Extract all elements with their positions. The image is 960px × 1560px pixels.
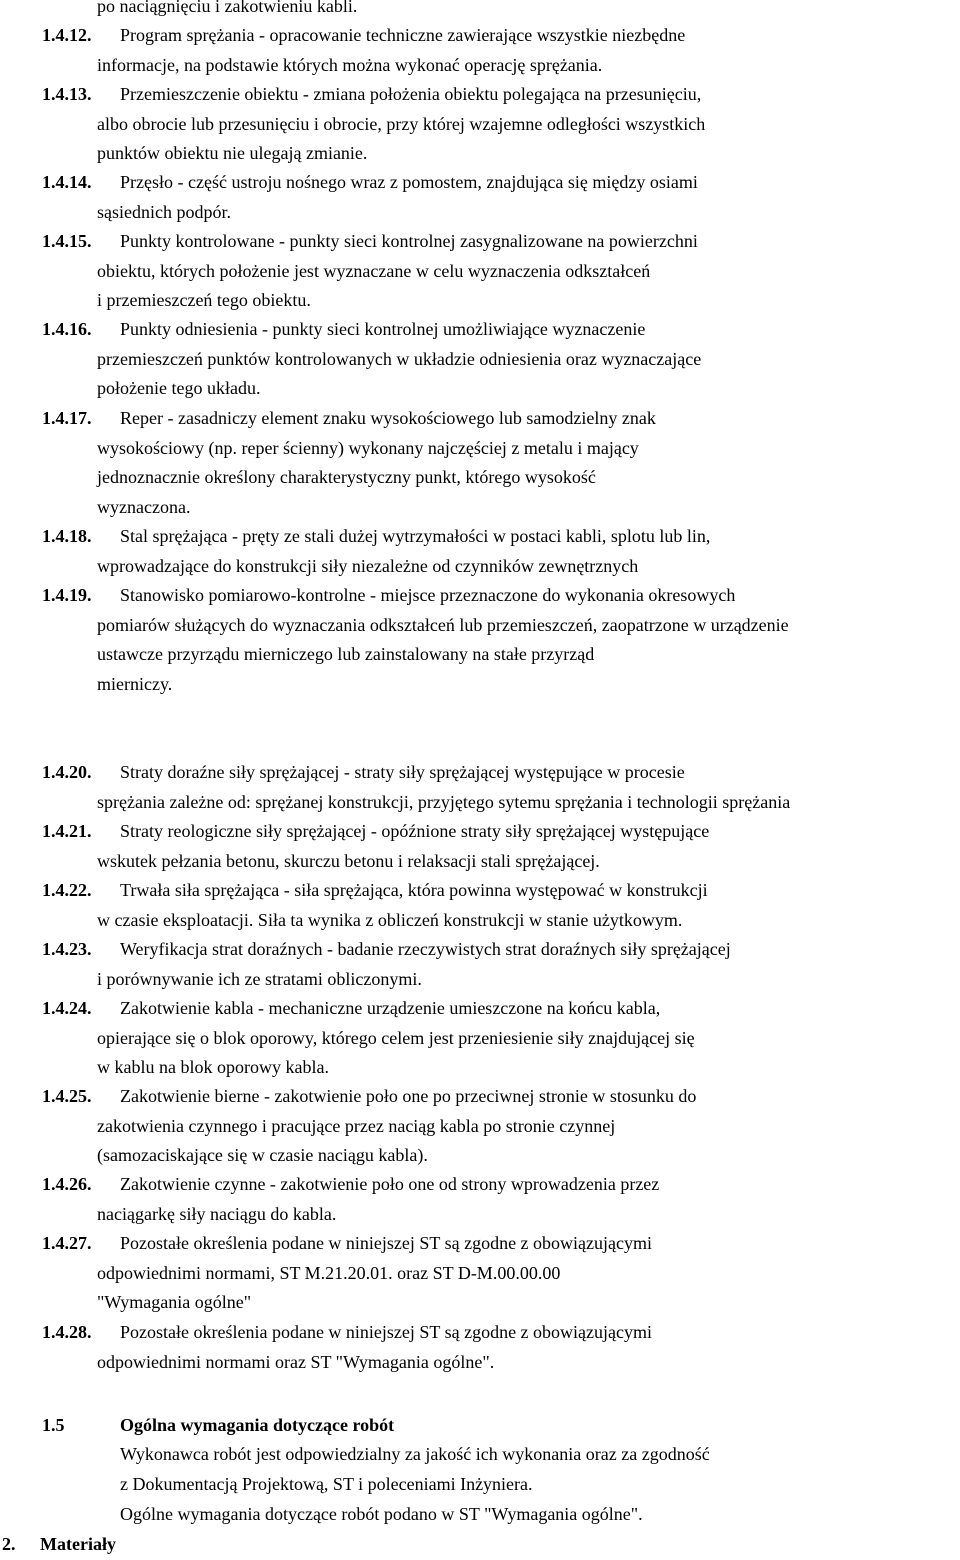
definition-text-line: Straty doraźne siły sprężającej - straty siły sprężającej występujące w procesie [120, 762, 685, 782]
definition-number: 1.4.22. [42, 880, 92, 900]
definition-text-line: mierniczy. [97, 674, 173, 694]
definition-text-line: pomiarów służących do wyznaczania odkształceń lub przemieszczeń, zaopatrzone w urządzenie [97, 615, 789, 635]
intro-line: po naciągnięciu i zakotwieniu kabli. [97, 0, 358, 16]
definition-text-line: Zakotwienie bierne - zakotwienie poło one po przeciwnej stronie w stosunku do [120, 1086, 697, 1106]
definition-text-line: ustawcze przyrządu mierniczego lub zainstalowany na stałe przyrząd [97, 644, 595, 664]
definition-text-line: Straty reologiczne siły sprężającej - opóźnione straty siły sprężającej występujące [120, 821, 710, 841]
section-1-5-line: Wykonawca robót jest odpowiedzialny za jakość ich wykonania oraz za zgodność [120, 1444, 710, 1464]
definition-text-line: i porównywanie ich ze stratami obliczonymi. [97, 969, 422, 989]
definition-number: 1.4.12. [42, 25, 92, 45]
definition-text-line: zakotwienia czynnego i pracujące przez naciąg kabla po stronie czynnej [97, 1116, 616, 1136]
definition-text-line: sprężania zależne od: sprężanej konstrukcji, przyjętego sytemu sprężania i technologii sprężania [97, 792, 791, 812]
definition-text-line: jednoznacznie określony charakterystyczny punkt, którego wysokość [97, 467, 596, 487]
definition-text-line: naciągarkę siły naciągu do kabla. [97, 1204, 337, 1224]
definition-number: 1.4.24. [42, 998, 92, 1018]
definition-text-line: wyznaczona. [97, 497, 191, 517]
definition-text-line: i przemieszczeń tego obiektu. [97, 290, 311, 310]
definition-number: 1.4.13. [42, 84, 92, 104]
definition-text-line: Przemieszczenie obiektu - zmiana położenia obiektu polegająca na przesunięciu, [120, 84, 702, 104]
definition-text-line: Pozostałe określenia podane w niniejszej ST są zgodne z obowiązującymi [120, 1233, 653, 1253]
definition-number: 1.4.14. [42, 172, 92, 192]
definition-text-line: punktów obiektu nie ulegają zmianie. [97, 143, 368, 163]
section-1-5-line: Ogólne wymagania dotyczące robót podano w ST "Wymagania ogólne". [120, 1504, 643, 1524]
definition-number: 1.4.23. [42, 939, 92, 959]
definition-number: 1.4.28. [42, 1322, 92, 1342]
definition-number: 1.4.21. [42, 821, 92, 841]
definition-number: 1.4.18. [42, 526, 92, 546]
definition-text-line: odpowiednimi normami, ST M.21.20.01. oraz ST D-M.00.00.00 [97, 1263, 561, 1283]
definition-text-line: Stanowisko pomiarowo-kontrolne - miejsce przeznaczone do wykonania okresowych [120, 585, 736, 605]
definition-text-line: albo obrocie lub przesunięciu i obrocie, przy której wzajemne odległości wszystkich [97, 114, 706, 134]
definition-text-line: Zakotwienie kabla - mechaniczne urządzenie umieszczone na końcu kabla, [120, 998, 661, 1018]
section-2-title: Materiały [40, 1534, 116, 1554]
definition-text-line: Weryfikacja strat doraźnych - badanie rzeczywistych strat doraźnych siły sprężającej [120, 939, 731, 959]
definition-text-line: Punkty kontrolowane - punkty sieci kontrolnej zasygnalizowane na powierzchni [120, 231, 698, 251]
definition-number: 1.4.27. [42, 1233, 92, 1253]
section-2-number: 2. [2, 1534, 16, 1554]
definition-number: 1.4.15. [42, 231, 92, 251]
section-1-5-title: Ogólna wymagania dotyczące robót [120, 1415, 395, 1435]
definition-text-line: (samozaciskające się w czasie naciągu kabla). [97, 1145, 428, 1165]
definition-number: 1.4.16. [42, 319, 92, 339]
section-1-5-number: 1.5 [42, 1415, 65, 1435]
definition-text-line: Reper - zasadniczy element znaku wysokościowego lub samodzielny znak [120, 408, 656, 428]
definition-text-line: obiektu, których położenie jest wyznaczane w celu wyznaczenia odkształceń [97, 261, 651, 281]
definition-text-line: przemieszczeń punktów kontrolowanych w układzie odniesienia oraz wyznaczające [97, 349, 702, 369]
definition-text-line: w kablu na blok oporowy kabla. [97, 1057, 329, 1077]
definition-text-line: wskutek pełzania betonu, skurczu betonu i relaksacji stali sprężającej. [97, 851, 600, 871]
section-1-5-line: z Dokumentacją Projektową, ST i poleceniami Inżyniera. [120, 1474, 533, 1494]
definition-text-line: sąsiednich podpór. [97, 202, 231, 222]
definition-text-line: Zakotwienie czynne - zakotwienie poło one od strony wprowadzenia przez [120, 1174, 660, 1194]
definition-number: 1.4.20. [42, 762, 92, 782]
definition-text-line: wprowadzające do konstrukcji siły niezależne od czynników zewnętrznych [97, 556, 639, 576]
definition-text-line: Punkty odniesienia - punkty sieci kontrolnej umożliwiające wyznaczenie [120, 319, 646, 339]
definition-text-line: "Wymagania ogólne" [97, 1292, 252, 1312]
definition-text-line: Przęsło - część ustroju nośnego wraz z pomostem, znajdująca się między osiami [120, 172, 698, 192]
definition-text-line: wysokościowy (np. reper ścienny) wykonany najczęściej z metalu i mający [97, 438, 639, 458]
definition-number: 1.4.25. [42, 1086, 92, 1106]
definition-text-line: odpowiednimi normami oraz ST "Wymagania ogólne". [97, 1352, 495, 1372]
definition-text-line: Trwała siła sprężająca - siła sprężająca, która powinna występować w konstrukcji [120, 880, 708, 900]
definition-text-line: informacje, na podstawie których można wykonać operację sprężania. [97, 55, 603, 75]
definition-text-line: Stal sprężająca - pręty ze stali dużej wytrzymałości w postaci kabli, splotu lub lin, [120, 526, 711, 546]
definition-number: 1.4.17. [42, 408, 92, 428]
definition-text-line: w czasie eksploatacji. Siła ta wynika z obliczeń konstrukcji w stanie użytkowym. [97, 910, 683, 930]
definition-text-line: położenie tego układu. [97, 378, 261, 398]
definition-text-line: opierające się o blok oporowy, którego celem jest przeniesienie siły znajdującej się [97, 1028, 695, 1048]
definition-number: 1.4.26. [42, 1174, 92, 1194]
definition-text-line: Pozostałe określenia podane w niniejszej ST są zgodne z obowiązującymi [120, 1322, 653, 1342]
definition-number: 1.4.19. [42, 585, 92, 605]
definition-text-line: Program sprężania - opracowanie techniczne zawierające wszystkie niezbędne [120, 25, 686, 45]
